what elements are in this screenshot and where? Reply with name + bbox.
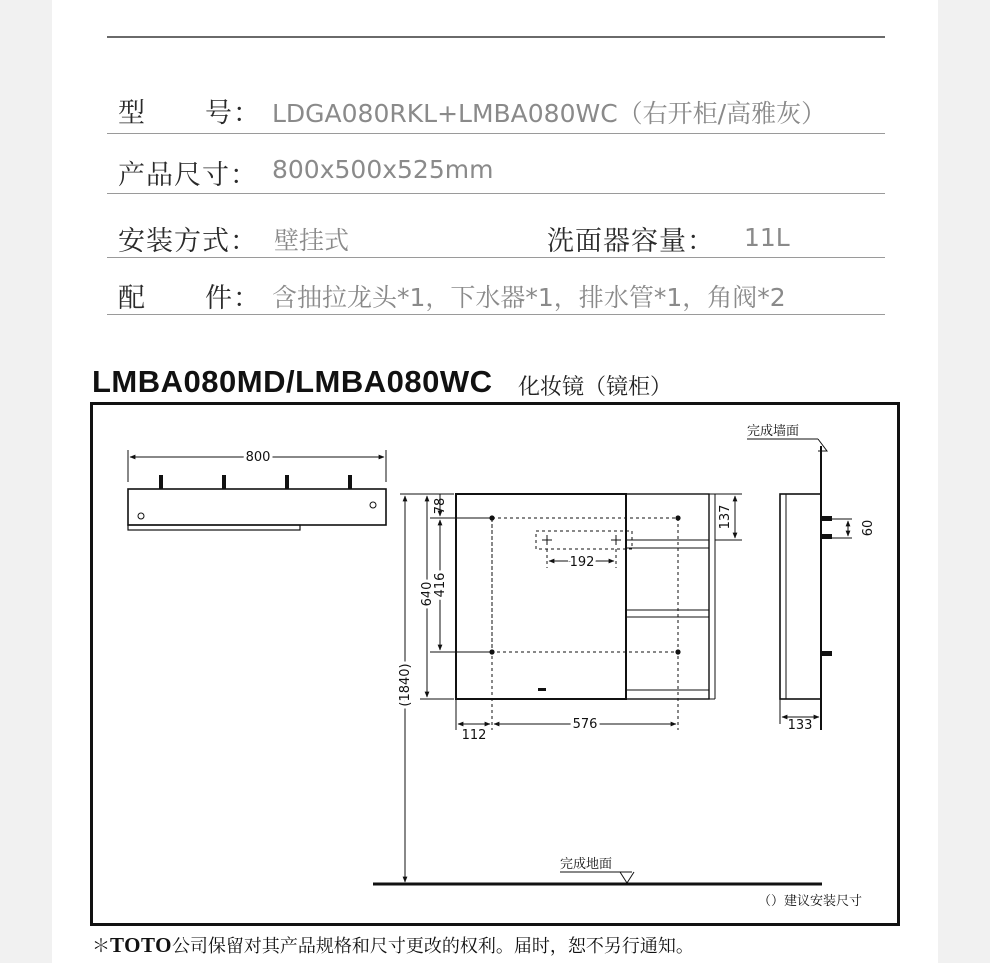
dim-78: 78	[433, 497, 448, 515]
dim-576: 576	[572, 717, 598, 732]
floor-label: 完成地面	[560, 857, 613, 872]
floor-line	[373, 872, 822, 884]
spec-model-label-b: 号：	[205, 98, 261, 129]
spec-model-label-a: 型	[118, 98, 146, 129]
spec-model-value: LDGA080RKL+LMBA080WC（右开柜/高雅灰）	[272, 99, 827, 128]
spec-install-value: 壁挂式	[274, 226, 350, 255]
wall-label: 完成墙面	[747, 424, 800, 439]
spec-accessories-value: 含抽拉龙头*1，下水器*1，排水管*1，角阀*2	[272, 283, 786, 312]
diagram-subtitle: 化妆镜（镜柜）	[518, 375, 673, 400]
dim-416: 416	[433, 572, 448, 598]
spec-size-label: 产品尺寸：	[118, 160, 258, 191]
footer-disclaimer	[92, 932, 694, 958]
brand-logo: TOTO	[110, 933, 172, 957]
spec-accessories-label-b: 件：	[205, 283, 261, 314]
dim-133: 133	[787, 718, 813, 733]
spec-capacity-label: 洗面器容量：	[547, 226, 715, 257]
spec-install-label: 安装方式：	[118, 226, 258, 257]
dim-112: 112	[461, 728, 487, 743]
dim-192: 192	[569, 555, 595, 570]
dim-137: 137	[718, 504, 733, 530]
footer-text: 公司保留对其产品规格和尺寸更改的权利。届时，恕不另行通知。	[171, 936, 694, 957]
footer-marker: ＊	[92, 936, 110, 957]
side-view	[747, 439, 852, 730]
dim-60: 60	[861, 519, 876, 537]
diagram-title: LMBA080MD/LMBA080WC	[92, 364, 493, 399]
spec-accessories-label-a: 配	[118, 283, 146, 314]
dim-800: 800	[245, 450, 271, 465]
spec-capacity-value: 11L	[744, 223, 790, 252]
dim-640: 640	[420, 581, 435, 607]
install-note: （）建议安装尺寸	[758, 894, 863, 909]
dim-1840: (1840)	[398, 663, 413, 707]
front-view	[400, 494, 742, 882]
spec-size-value: 800x500x525mm	[272, 155, 494, 184]
